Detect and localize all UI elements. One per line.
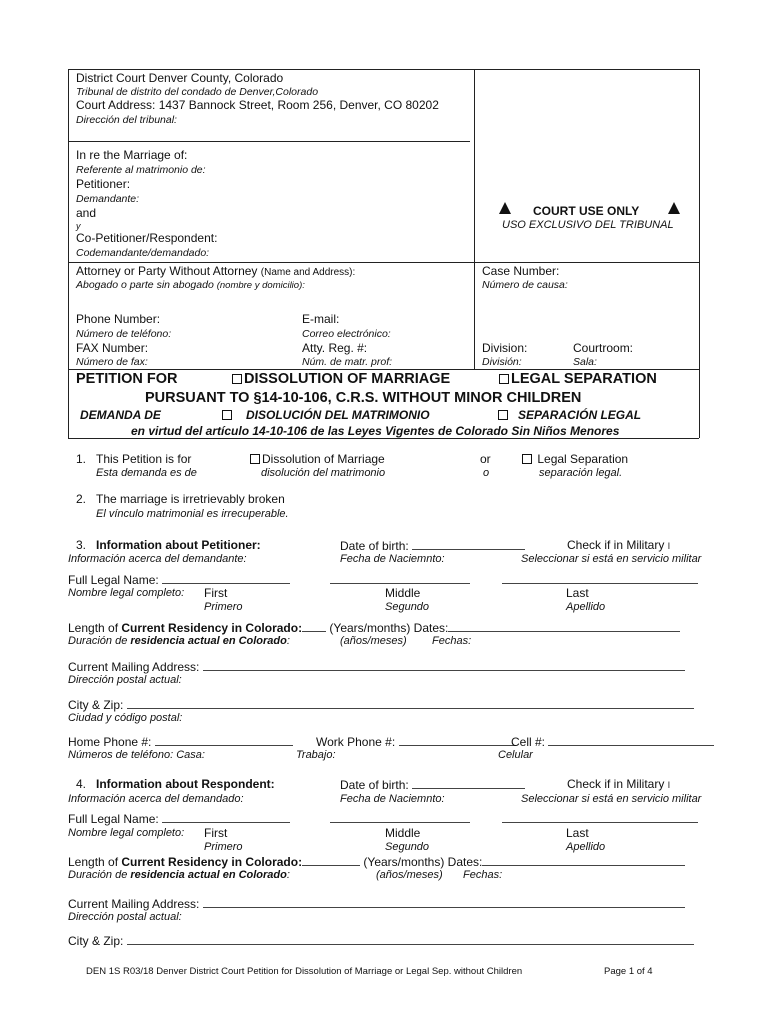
- triangle-marker-icon: [668, 202, 680, 214]
- case-number-label: Case Number:: [482, 264, 560, 278]
- dissolution-option-title[interactable]: DISSOLUTION OF MARRIAGE: [232, 371, 450, 387]
- petitioner-residency-dates-field[interactable]: [448, 620, 680, 632]
- petitioner-home-phone-field[interactable]: [155, 734, 293, 746]
- checkbox-icon[interactable]: [499, 374, 509, 384]
- courtroom-label: Courtroom:: [573, 341, 634, 355]
- checkbox-icon[interactable]: [498, 410, 508, 420]
- petitioner-cell-field[interactable]: [548, 734, 714, 746]
- and-label: and: [76, 206, 97, 220]
- respondent-info-title-es: Información acerca del demandado:: [68, 793, 244, 805]
- item3-number: 3.: [76, 538, 87, 552]
- case-number-label-es: Número de causa:: [482, 279, 568, 291]
- petitioner-last-label-es: Apellido: [566, 601, 606, 613]
- respondent-dob-es: Fecha de Naciemnto:: [340, 793, 445, 805]
- petitioner-last-name-field[interactable]: [502, 572, 698, 584]
- petitioner-first-label-es: Primero: [204, 601, 243, 613]
- respondent-last-label-es: Apellido: [566, 841, 606, 853]
- respondent-residency[interactable]: Length of Current Residency in Colorado: (Years/months) Dates:: [68, 854, 685, 869]
- petitioner-military[interactable]: Check if in Military ǀ: [567, 538, 671, 552]
- petitioner-city-es: Ciudad y código postal:: [68, 712, 183, 724]
- respondent-mailing[interactable]: Current Mailing Address:: [68, 896, 685, 911]
- respondent-residency-length-field[interactable]: [302, 854, 360, 866]
- page-number: Page 1 of 4: [604, 966, 653, 977]
- email-label-es: Correo electrónico:: [302, 328, 391, 340]
- legal-separation-option-es: separación legal.: [539, 467, 623, 479]
- dissolution-option[interactable]: Dissolution of Marriage: [250, 452, 385, 466]
- petitioner-middle-label: Middle: [385, 586, 421, 600]
- respondent-mailing-es: Dirección postal actual:: [68, 911, 182, 923]
- petitioner-dob-es: Fecha de Naciemnto:: [340, 553, 445, 565]
- respondent-last-label: Last: [566, 826, 589, 840]
- item1-text: This Petition is for: [96, 452, 192, 466]
- petitioner-mailing-es: Dirección postal actual:: [68, 674, 182, 686]
- phone-label: Phone Number:: [76, 312, 161, 326]
- petitioner-residency-es: Duración de residencia actual en Colorado:: [68, 635, 290, 647]
- respondent-fechas-es: Fechas:: [463, 869, 503, 881]
- respondent-full-name-es: Nombre legal completo:: [68, 827, 185, 839]
- checkbox-marker-icon[interactable]: ǀ: [667, 541, 671, 551]
- respondent-city[interactable]: City & Zip:: [68, 933, 694, 948]
- demanda-de-title: DEMANDA DE: [80, 408, 161, 422]
- respondent-military-es: Seleccionar si está en servicio militar: [521, 793, 702, 805]
- petitioner-mailing[interactable]: Current Mailing Address:: [68, 659, 685, 674]
- respondent-dob-field[interactable]: [412, 777, 525, 789]
- item4-number: 4.: [76, 777, 87, 791]
- petitioner-info-title: Information about Petitioner:: [96, 538, 261, 552]
- in-re-label-es: Referente al matrimonio de:: [76, 164, 206, 176]
- petitioner-celular-es: Celular: [498, 749, 533, 761]
- respondent-middle-name-field[interactable]: [330, 811, 470, 823]
- respondent-full-name[interactable]: Full Legal Name:: [68, 811, 290, 826]
- court-address: Court Address: 1437 Bannock Street, Room 256, Denver, CO 80202: [76, 98, 439, 112]
- petitioner-info-title-es: Información acerca del demandante:: [68, 553, 247, 565]
- respondent-residency-dates-field[interactable]: [482, 854, 685, 866]
- petitioner-full-name-es: Nombre legal completo:: [68, 587, 185, 599]
- petitioner-label: Petitioner:: [76, 177, 131, 191]
- or-label-es: o: [483, 467, 490, 479]
- petitioner-home-phone[interactable]: Home Phone #:: [68, 734, 293, 749]
- respondent-first-label-es: Primero: [204, 841, 243, 853]
- respondent-military[interactable]: Check if in Military ǀ: [567, 777, 671, 791]
- petitioner-residency[interactable]: Length of Current Residency in Colorado: (Years/months) Dates:: [68, 620, 680, 635]
- attorney-label: Attorney or Party Without Attorney (Name and Address):: [76, 264, 356, 278]
- court-use-only-es: USO EXCLUSIVO DEL TRIBUNAL: [502, 219, 674, 231]
- respondent-residency-es: Duración de residencia actual en Colorado:: [68, 869, 290, 881]
- legal-separation-option-title[interactable]: LEGAL SEPARATION: [499, 371, 657, 387]
- legal-separation-option[interactable]: Legal Separation: [522, 452, 628, 466]
- courtroom-label-es: Sala:: [573, 356, 597, 368]
- form-footer-id: DEN 1S R03/18 Denver District Court Petition for Dissolution of Marriage or Legal Sep. without Children: [86, 966, 523, 977]
- petitioner-dob[interactable]: Date of birth:: [340, 538, 525, 553]
- petitioner-military-es: Seleccionar si está en servicio militar: [521, 553, 702, 565]
- fax-label: FAX Number:: [76, 341, 149, 355]
- respondent-mailing-field[interactable]: [203, 896, 685, 908]
- atty-reg-label-es: Núm. de matr. prof:: [302, 356, 393, 368]
- item1-text-es: Esta demanda es de: [96, 467, 197, 479]
- checkbox-icon[interactable]: [222, 410, 232, 420]
- petitioner-work-phone-field[interactable]: [399, 734, 516, 746]
- petitioner-trabajo-es: Trabajo:: [296, 749, 336, 761]
- petitioner-anos-es: (años/meses): [340, 635, 407, 647]
- in-re-label: In re the Marriage of:: [76, 148, 188, 162]
- respondent-middle-label-es: Segundo: [385, 841, 430, 853]
- petitioner-casa-es: Números de teléfono: Casa:: [68, 749, 205, 761]
- attorney-label-es: Abogado o parte sin abogado (nombre y domicilio):: [76, 279, 305, 291]
- petitioner-fechas-es: Fechas:: [432, 635, 472, 647]
- dissolution-option-es: disolución del matrimonio: [261, 467, 386, 479]
- petitioner-work-phone[interactable]: Work Phone #:: [316, 734, 516, 749]
- atty-reg-label: Atty. Reg. #:: [302, 341, 368, 355]
- pursuant-title: PURSUANT TO §14-10-106, C.R.S. WITHOUT MINOR CHILDREN: [145, 390, 582, 406]
- item2-text: The marriage is irretrievably broken: [96, 492, 285, 506]
- virtud-title: en virtud del artículo 14-10-106 de las Leyes Vigentes de Colorado Sin Niños Menores: [131, 424, 620, 438]
- court-name: District Court Denver County, Colorado: [76, 71, 284, 85]
- petitioner-label-es: Demandante:: [76, 193, 140, 205]
- respondent-last-name-field[interactable]: [502, 811, 698, 823]
- petitioner-cell[interactable]: Cell #:: [511, 734, 714, 749]
- copetitioner-label: Co-Petitioner/Respondent:: [76, 231, 218, 245]
- item2-text-es: El vínculo matrimonial es irrecuperable.: [96, 508, 289, 520]
- checkbox-icon[interactable]: [250, 454, 260, 464]
- petitioner-city[interactable]: City & Zip:: [68, 697, 694, 712]
- petition-for-title: PETITION FOR: [76, 371, 178, 387]
- petitioner-residency-length-field[interactable]: [302, 620, 326, 632]
- respondent-info-title: Information about Respondent:: [96, 777, 275, 791]
- or-label: or: [480, 452, 491, 466]
- respondent-first-label: First: [204, 826, 228, 840]
- copetitioner-label-es: Codemandante/demandado:: [76, 247, 210, 259]
- and-label-es: y: [76, 221, 81, 231]
- court-name-es: Tribunal de distrito del condado de Denver,Colorado: [76, 86, 319, 98]
- petitioner-full-name[interactable]: Full Legal Name:: [68, 572, 290, 587]
- disolucion-option-title[interactable]: DISOLUCIÓN DEL MATRIMONIO: [222, 408, 430, 422]
- petitioner-middle-name-field[interactable]: [330, 572, 470, 584]
- petitioner-city-field[interactable]: [127, 697, 694, 709]
- respondent-city-field[interactable]: [127, 933, 694, 945]
- item2-number: 2.: [76, 492, 87, 506]
- email-label: E-mail:: [302, 312, 340, 326]
- respondent-anos-es: (años/meses): [376, 869, 443, 881]
- petitioner-mailing-field[interactable]: [203, 659, 685, 671]
- petitioner-last-label: Last: [566, 586, 589, 600]
- court-use-only: COURT USE ONLY: [533, 204, 640, 218]
- petitioner-first-name-field[interactable]: [162, 572, 290, 584]
- respondent-middle-label: Middle: [385, 826, 421, 840]
- petitioner-dob-field[interactable]: [412, 538, 525, 550]
- petitioner-first-label: First: [204, 586, 228, 600]
- triangle-marker-icon: [499, 202, 511, 214]
- checkbox-icon[interactable]: [522, 454, 532, 464]
- court-address-es: Dirección del tribunal:: [76, 114, 177, 126]
- item1-number: 1.: [76, 452, 87, 466]
- petitioner-middle-label-es: Segundo: [385, 601, 430, 613]
- checkbox-marker-icon[interactable]: ǀ: [667, 780, 671, 790]
- checkbox-icon[interactable]: [232, 374, 242, 384]
- respondent-first-name-field[interactable]: [162, 811, 290, 823]
- phone-label-es: Número de teléfono:: [76, 328, 172, 340]
- division-label-es: División:: [482, 356, 522, 368]
- division-label: Division:: [482, 341, 528, 355]
- fax-label-es: Número de fax:: [76, 356, 148, 368]
- respondent-dob[interactable]: Date of birth:: [340, 777, 525, 792]
- separacion-option-title[interactable]: SEPARACIÓN LEGAL: [498, 408, 641, 422]
